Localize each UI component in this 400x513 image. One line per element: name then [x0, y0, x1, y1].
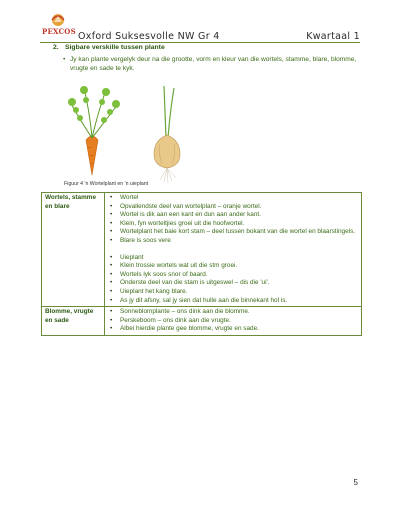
- table-row: [42, 193, 362, 307]
- list-item: • Klein trossie wortels wat uit die stm groei.: [108, 262, 358, 271]
- list-item: • Klein, fyn worteltjies groei uit die hoofwortel.: [108, 220, 358, 229]
- list-item: • Albei hierdie plante gee blomme, vrugte en sade.: [108, 325, 358, 334]
- bullet-list: [108, 194, 358, 246]
- row-label: Blomme, vrugte en sade: [42, 307, 105, 336]
- list-item: • Onderste deel van die stam is uitgeswel – dis die 'ui'.: [108, 279, 358, 288]
- section-heading: [53, 44, 165, 51]
- list-item: • Opvallendste deel van wortelplant – oranje wortel.: [108, 203, 358, 212]
- list-item: • Uieplant: [108, 254, 358, 263]
- onion-illustration: [154, 86, 180, 183]
- bullet-icon: •: [63, 56, 66, 63]
- logo-text: PEXCOS: [42, 27, 76, 36]
- intro-text: Jy kan plante vergelyk deur na die grootte, vorm en kleur van die wortels, stamme, blare, blomme, vrugte en sade te kyk.: [70, 56, 357, 72]
- list-item: • Uieplant het kang blare.: [108, 288, 358, 297]
- header-rule: [40, 42, 360, 43]
- plants-figure: [62, 80, 192, 188]
- row-label: Wortels, stamme en blare: [42, 193, 105, 307]
- term-label: Kwartaal 1: [306, 31, 360, 42]
- list-item: • Sonneblomplante – ons dink aan die blomme.: [108, 308, 358, 317]
- list-item: • Perskeboom – ons dink aan die vrugte.: [108, 317, 358, 326]
- intro-bullet: [63, 55, 362, 73]
- list-gap: [108, 246, 358, 254]
- carrot-illustration: [68, 86, 120, 175]
- list-item: • Blare is soos vere: [108, 237, 358, 246]
- row-content: [105, 193, 362, 307]
- list-item: • As jy dit afsny, sal jy sien dat hulle aan die binnekant hol is.: [108, 297, 358, 306]
- row-content: [105, 307, 362, 336]
- list-item: • Wortelplant het baie kort stam – deel tussen bokant van die wortel en blaarstingels.: [108, 228, 358, 237]
- section-number: 2.: [53, 44, 59, 51]
- list-item: • Wortel: [108, 194, 358, 203]
- page-number: 5: [353, 478, 358, 487]
- bullet-list: [108, 254, 358, 306]
- figure-caption: Figuur 4 'n Wortelplant en 'n uieplant: [64, 181, 149, 187]
- list-item: • Wortels lyk soos snor of baard.: [108, 271, 358, 280]
- table-row: [42, 307, 362, 336]
- bullet-list: [108, 308, 358, 334]
- book-title: Oxford Suksesvolle NW Gr 4: [78, 31, 220, 42]
- section-title: Sigbare verskille tussen plante: [65, 44, 165, 51]
- plant-comparison-table: [41, 192, 362, 336]
- list-item: • Wortel is dik aan een kant en dun aan ander kant.: [108, 211, 358, 220]
